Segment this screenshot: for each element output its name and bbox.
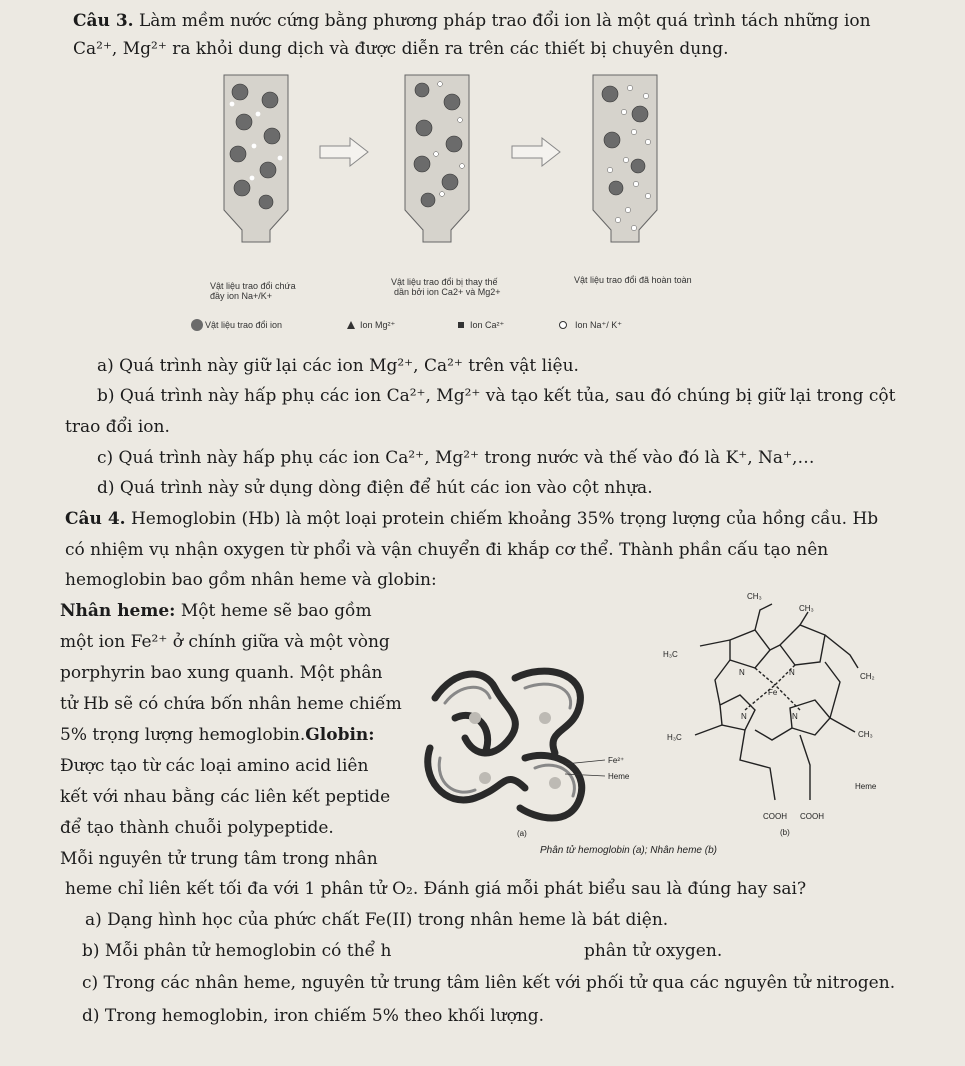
q4-line1: Câu 4. Hemoglobin (Hb) là một loại protein chiếm khoảng 35% trọng lượng của hồng cầu. Hb	[65, 509, 879, 529]
chem-n-1: N	[739, 668, 745, 677]
q4-para-6: Được tạo từ các loại amino acid liên	[60, 756, 369, 776]
chem-fe: Fe	[768, 688, 778, 697]
heme-structure-figure	[660, 600, 880, 815]
chem-ch3-top-left: CH₃	[747, 592, 762, 601]
legend-ca: Ion Ca²⁺	[470, 320, 505, 330]
q4-option-d: d) Trong hemoglobin, iron chiếm 5% theo khối lượng.	[82, 1006, 545, 1026]
legend-mg: Ion Mg²⁺	[360, 320, 396, 330]
label-b: (b)	[780, 828, 790, 837]
q4-para-7: kết với nhau bằng các liên kết peptide	[60, 787, 391, 807]
chem-n-4: N	[792, 712, 798, 721]
q4-option-a: a) Dạng hình học của phức chất Fe(II) trong nhân heme là bát diện.	[85, 910, 669, 930]
ion-exchange-diagram	[210, 70, 680, 250]
q3-option-c: c) Quá trình này hấp phụ các ion Ca²⁺, Mg²⁺ trong nước và thế vào đó là K⁺, Na⁺,…	[97, 448, 815, 468]
chem-ch3-top-right: CH₃	[799, 604, 814, 613]
legend-na: Ion Na⁺/ K⁺	[575, 320, 623, 330]
fe-label: Fe²⁺	[608, 756, 625, 765]
caption-left-2: đầy ion Na+/K+	[210, 291, 273, 301]
heme-label: Heme	[608, 772, 630, 781]
caption-mid-1: Vật liệu trao đổi bị thay thế	[391, 277, 498, 287]
q4-option-b-left: b) Mỗi phân tử hemoglobin có thể h	[82, 941, 392, 961]
caption-right: Vật liệu trao đổi đã hoàn toàn	[574, 275, 692, 285]
q4-para-2: một ion Fe²⁺ ở chính giữa và một vòng	[60, 632, 390, 652]
chem-ch2: CH₂	[860, 672, 875, 681]
q4-option-c: c) Trong các nhân heme, nguyên tử trung tâm liên kết với phối tử qua các nguyên tử nitrogen.	[82, 973, 896, 993]
chem-n-3: N	[741, 712, 747, 721]
q4-para-9: Mỗi nguyên tử trung tâm trong nhân	[60, 849, 378, 869]
legend-resin-icon	[190, 318, 204, 332]
q3-intro-line2: Ca²⁺, Mg²⁺ ra khỏi dung dịch và được diễn ra trên các thiết bị chuyên dụng.	[73, 39, 729, 59]
q4-line2: có nhiệm vụ nhận oxygen từ phổi và vận chuyển đi khắp cơ thể. Thành phần cấu tạo nên	[65, 540, 829, 560]
caption-left-1: Vật liệu trao đổi chứa	[210, 281, 296, 291]
hemoglobin-molecule-figure	[415, 658, 605, 823]
q4-para-5: 5% trọng lượng hemoglobin.Globin:	[60, 725, 375, 745]
chem-cooh-right: COOH	[800, 812, 824, 821]
q3-option-a: a) Quá trình này giữ lại các ion Mg²⁺, Ca²⁺ trên vật liệu.	[97, 356, 579, 376]
q4-line3: hemoglobin bao gồm nhân heme và globin:	[65, 570, 437, 590]
q4-option-b-right: phân tử oxygen.	[584, 941, 723, 961]
heme-label-right: Heme	[855, 782, 877, 791]
legend-resin: Vật liệu trao đổi ion	[205, 320, 283, 330]
chem-ch3-right: CH₃	[858, 730, 873, 739]
label-a: (a)	[517, 829, 527, 838]
chem-h3c-lower: H₃C	[667, 733, 682, 742]
q4-para-1: Nhân heme: Một heme sẽ bao gồm	[60, 601, 372, 621]
q3-option-b-line1: b) Quá trình này hấp phụ các ion Ca²⁺, Mg²⁺ và tạo kết tủa, sau đó chúng bị giữ lại trong cột	[97, 386, 896, 406]
chem-cooh-left: COOH	[763, 812, 787, 821]
chem-n-2: N	[789, 668, 795, 677]
q3-option-b-line2: trao đổi ion.	[65, 417, 170, 437]
q4-para-10: heme chỉ liên kết tối đa với 1 phân tử O₂. Đánh giá mỗi phát biểu sau là đúng hay sai?	[65, 879, 807, 899]
q3-intro-line1: Câu 3. Làm mềm nước cứng bằng phương pháp trao đổi ion là một quá trình tách những ion	[73, 11, 871, 31]
q4-para-4: tử Hb sẽ có chứa bốn nhân heme chiếm	[60, 694, 402, 714]
legend-mg-icon	[346, 320, 356, 330]
chem-h3c-upper: H₃C	[663, 650, 678, 659]
caption-mid-2: dần bởi ion Ca2+ và Mg2+	[394, 287, 501, 297]
q4-para-8: để tạo thành chuỗi polypeptide.	[60, 818, 334, 838]
q3-option-d: d) Quá trình này sử dụng dòng điện để hút các ion vào cột nhựa.	[97, 478, 653, 498]
figure-caption: Phân tử hemoglobin (a); Nhân heme (b)	[540, 845, 717, 856]
legend-na-icon	[558, 320, 568, 330]
q4-para-3: porphyrin bao xung quanh. Một phân	[60, 663, 383, 683]
legend-ca-icon	[456, 320, 466, 330]
